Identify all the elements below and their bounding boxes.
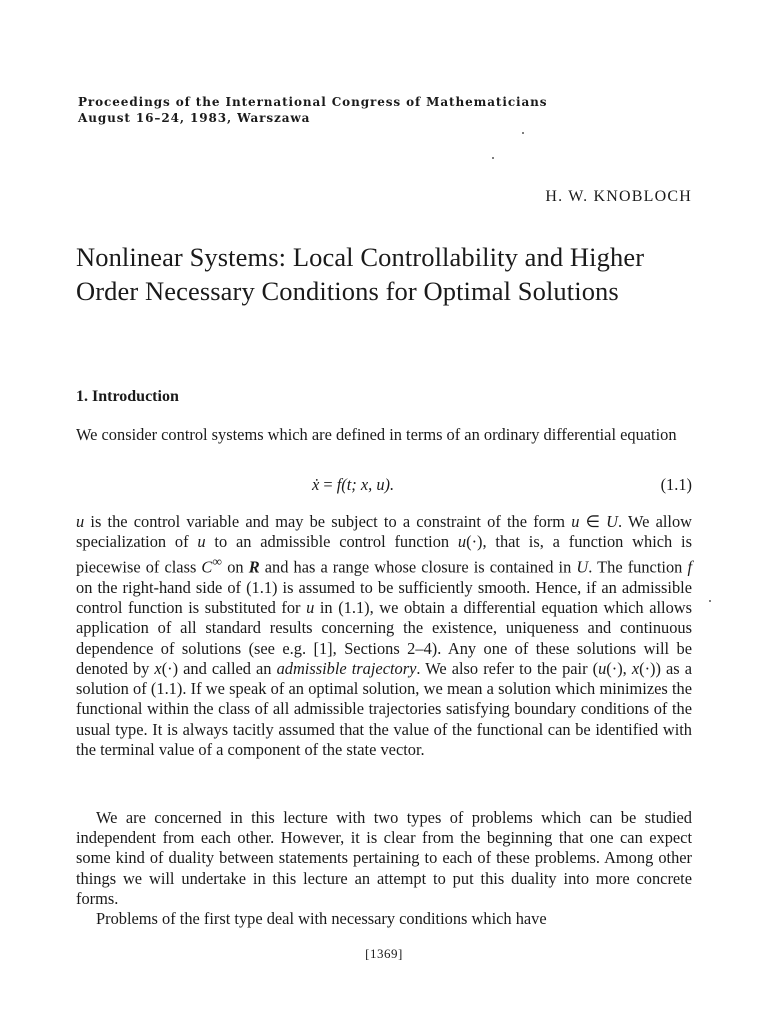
speck-mark bbox=[709, 600, 711, 602]
paper-title bbox=[76, 240, 696, 308]
conference-date-location: August 16–24, 1983, Warszawa bbox=[78, 111, 311, 125]
speck-mark bbox=[522, 132, 524, 134]
paragraph-first-type: Problems of the first type deal with necessary conditions which have bbox=[96, 909, 547, 928]
equation-body: ẋ = f(t; x, u). bbox=[312, 475, 395, 494]
proceedings-header: Proceedings of the International Congress of Mathematicians bbox=[78, 95, 548, 109]
equation-number: (1.1) bbox=[660, 475, 692, 494]
paragraph-two-problem-types: We are concerned in this lecture with two types of problems which can be studied independent from each other. However, it is clear from the beginning that one can expect some kind of duality between statements pertaining to each of these problems. Among other things we will undertake in this lecture an attempt to put this duality into more concrete forms. bbox=[76, 808, 692, 908]
paragraph-intro: We consider control systems which are defined in terms of an ordinary differential equation bbox=[76, 425, 677, 444]
title-line-1: Nonlinear Systems: Local Controllability and Higher bbox=[76, 242, 645, 272]
page-number: [1369] bbox=[365, 946, 403, 961]
equation-1-1 bbox=[76, 475, 692, 495]
author-name: H. W. KNOBLOCH bbox=[545, 188, 692, 205]
paragraph-definitions: u is the control variable and may be subject to a constraint of the form u ∈ U. We allow specialization of u to an admissible control function u(·), that is, a function which is piecewise of class C∞ on R and has a range whose closure is contained in U. The function f on the right-hand side of (1.1) is assumed to be sufficiently smooth. Hence, if an admissible control function is substituted for u in (1.1), we obtain a differential equation which allows application of all standard results concerning the existence, uniqueness and continuous dependence of solutions (see e.g. [1], Sections 2–4). Any one of these solutions will be denoted by x(·) and called an admissible trajectory. We also refer to the pair (u(·), x(·)) as a solution of (1.1). If we speak of an optimal solution, we mean a solution which minimizes the functional within the class of all admissible trajectories satisfying boundary conditions of the usual type. It is always tacitly assumed that the value of the functional can be identified with the terminal value of a component of the state vector. bbox=[76, 512, 693, 759]
title-line-2: Order Necessary Conditions for Optimal Solutions bbox=[76, 276, 619, 306]
section-heading: 1. Introduction bbox=[76, 388, 179, 405]
speck-mark bbox=[492, 157, 494, 159]
